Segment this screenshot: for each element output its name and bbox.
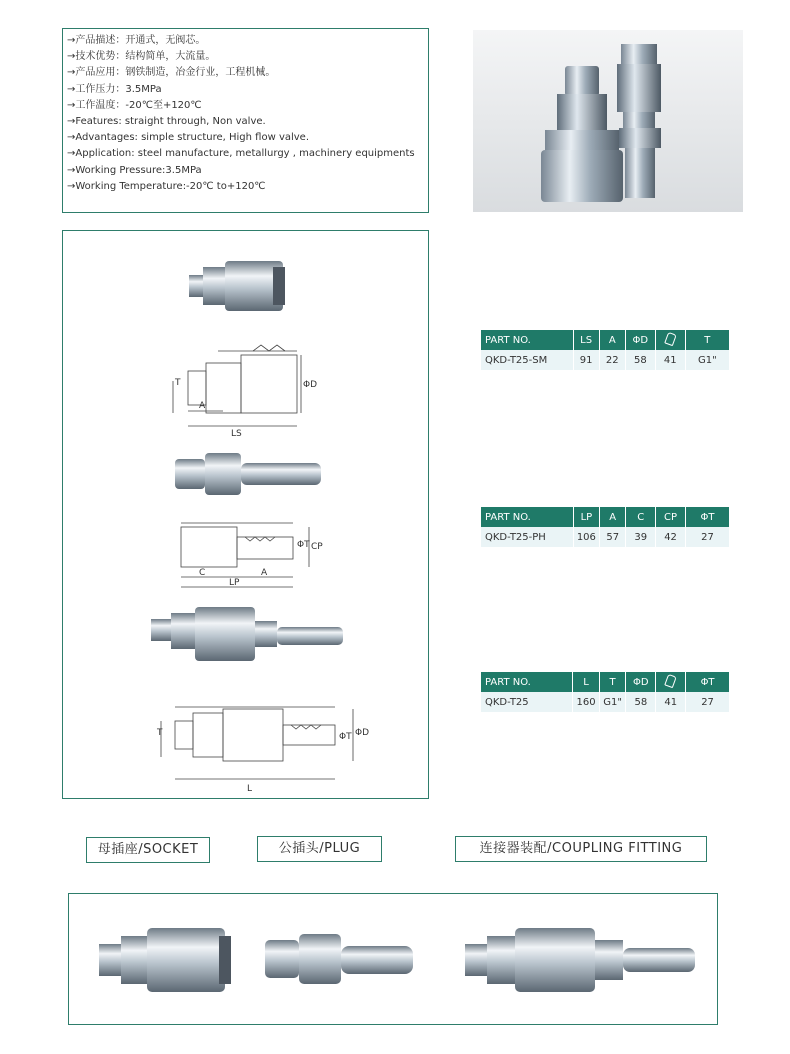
cell: 91: [573, 350, 599, 370]
socket-drawing: [173, 345, 301, 426]
description-line: →Working Temperature:-20℃ to+120℃: [67, 180, 266, 192]
plug-label: 公插头/PLUG: [257, 836, 382, 862]
socket-image: [189, 261, 285, 311]
cell: 41: [655, 350, 685, 370]
description-line: →工作压力：3.5MPa: [67, 83, 162, 95]
socket-d-label: ΦD: [303, 380, 318, 390]
coupling-t-label: T: [157, 728, 163, 738]
col-lp: LP: [573, 507, 600, 527]
col-c: C: [626, 507, 656, 527]
cell: 41: [656, 692, 686, 712]
cell: 27: [686, 692, 730, 712]
description-line: →技术优势：结构简单，大流量。: [67, 51, 216, 63]
cell-part-no: QKD-T25-PH: [481, 527, 573, 547]
col-t: T: [685, 330, 729, 350]
coupling-image: [151, 607, 343, 661]
description-line: →Application: steel manufacture, metallurgy , machinery equipments: [67, 148, 415, 160]
coupling-l-label: L: [247, 784, 253, 794]
socket-t-label: T: [175, 378, 181, 388]
product-photo: [473, 30, 743, 212]
table-row: [481, 527, 730, 547]
plug-c-label: C: [199, 568, 206, 578]
spec-table-coupling: [481, 672, 730, 712]
plug-image: [175, 453, 321, 495]
col-t: ΦT: [686, 507, 730, 527]
table-row: [481, 350, 730, 370]
description-line: →工作温度：-20℃至+120℃: [67, 99, 202, 111]
description-line: →Working Pressure:3.5MPa: [67, 164, 202, 176]
cell: 42: [656, 527, 686, 547]
col-part-no: PART NO.: [481, 672, 573, 692]
coupling-label: 连接器装配/COUPLING FITTING: [455, 836, 707, 862]
col-t: T: [599, 672, 625, 692]
table-header-row: [481, 672, 730, 692]
col-l: L: [573, 672, 600, 692]
cell: 27: [686, 527, 730, 547]
plug-t-label: ΦT: [297, 540, 310, 550]
technical-drawings: [63, 231, 430, 800]
cell: 106: [573, 527, 600, 547]
table-row: [481, 692, 730, 712]
cell: G1": [599, 692, 625, 712]
socket-product: [99, 928, 231, 992]
coupling-tt-label: ΦT: [339, 732, 352, 742]
col-a: A: [600, 507, 626, 527]
cell: G1": [685, 350, 729, 370]
cell-part-no: QKD-T25-SM: [481, 350, 573, 370]
product-gallery-box: [68, 893, 718, 1025]
description-line: →产品描述：开通式，无阀芯。: [67, 35, 206, 46]
cell: 58: [625, 350, 655, 370]
col-tt: ΦT: [686, 672, 730, 692]
wrench-icon: [656, 672, 686, 692]
plug-lp-label: LP: [229, 578, 240, 588]
coupling-photo-illustration: [473, 30, 743, 212]
spec-table-socket: [481, 330, 730, 370]
cell: 57: [600, 527, 626, 547]
col-part-no: PART NO.: [481, 507, 573, 527]
col-d: ΦD: [626, 672, 656, 692]
col-d: ΦD: [625, 330, 655, 350]
drawings-box: [62, 230, 429, 799]
product-gallery: [69, 894, 719, 1026]
socket-label: 母插座/SOCKET: [86, 837, 210, 863]
cell-part-no: QKD-T25: [481, 692, 573, 712]
plug-a-label: A: [261, 568, 268, 578]
description-line: →Features: straight through, Non valve.: [67, 116, 266, 128]
description-line: →Advantages: simple structure, High flow valve.: [67, 132, 310, 144]
col-ls: LS: [573, 330, 599, 350]
cell: 160: [573, 692, 600, 712]
col-part-no: PART NO.: [481, 330, 573, 350]
col-cp: CP: [656, 507, 686, 527]
coupling-drawing: [161, 707, 353, 779]
coupling-d-label: ΦD: [355, 728, 370, 738]
table-header-row: [481, 330, 730, 350]
col-a: A: [599, 330, 625, 350]
socket-a-label: A: [199, 401, 206, 411]
description-line: →产品应用：钢铁制造，冶金行业，工程机械。: [67, 67, 276, 79]
cell: 22: [599, 350, 625, 370]
plug-product: [265, 934, 413, 984]
plug-cp-label: CP: [311, 542, 323, 552]
spec-table-plug: [481, 507, 730, 547]
description-box: [62, 28, 429, 213]
table-header-row: [481, 507, 730, 527]
cell: 58: [626, 692, 656, 712]
socket-ls-label: LS: [231, 429, 242, 439]
wrench-icon: [655, 330, 685, 350]
coupling-product: [465, 928, 695, 992]
cell: 39: [626, 527, 656, 547]
